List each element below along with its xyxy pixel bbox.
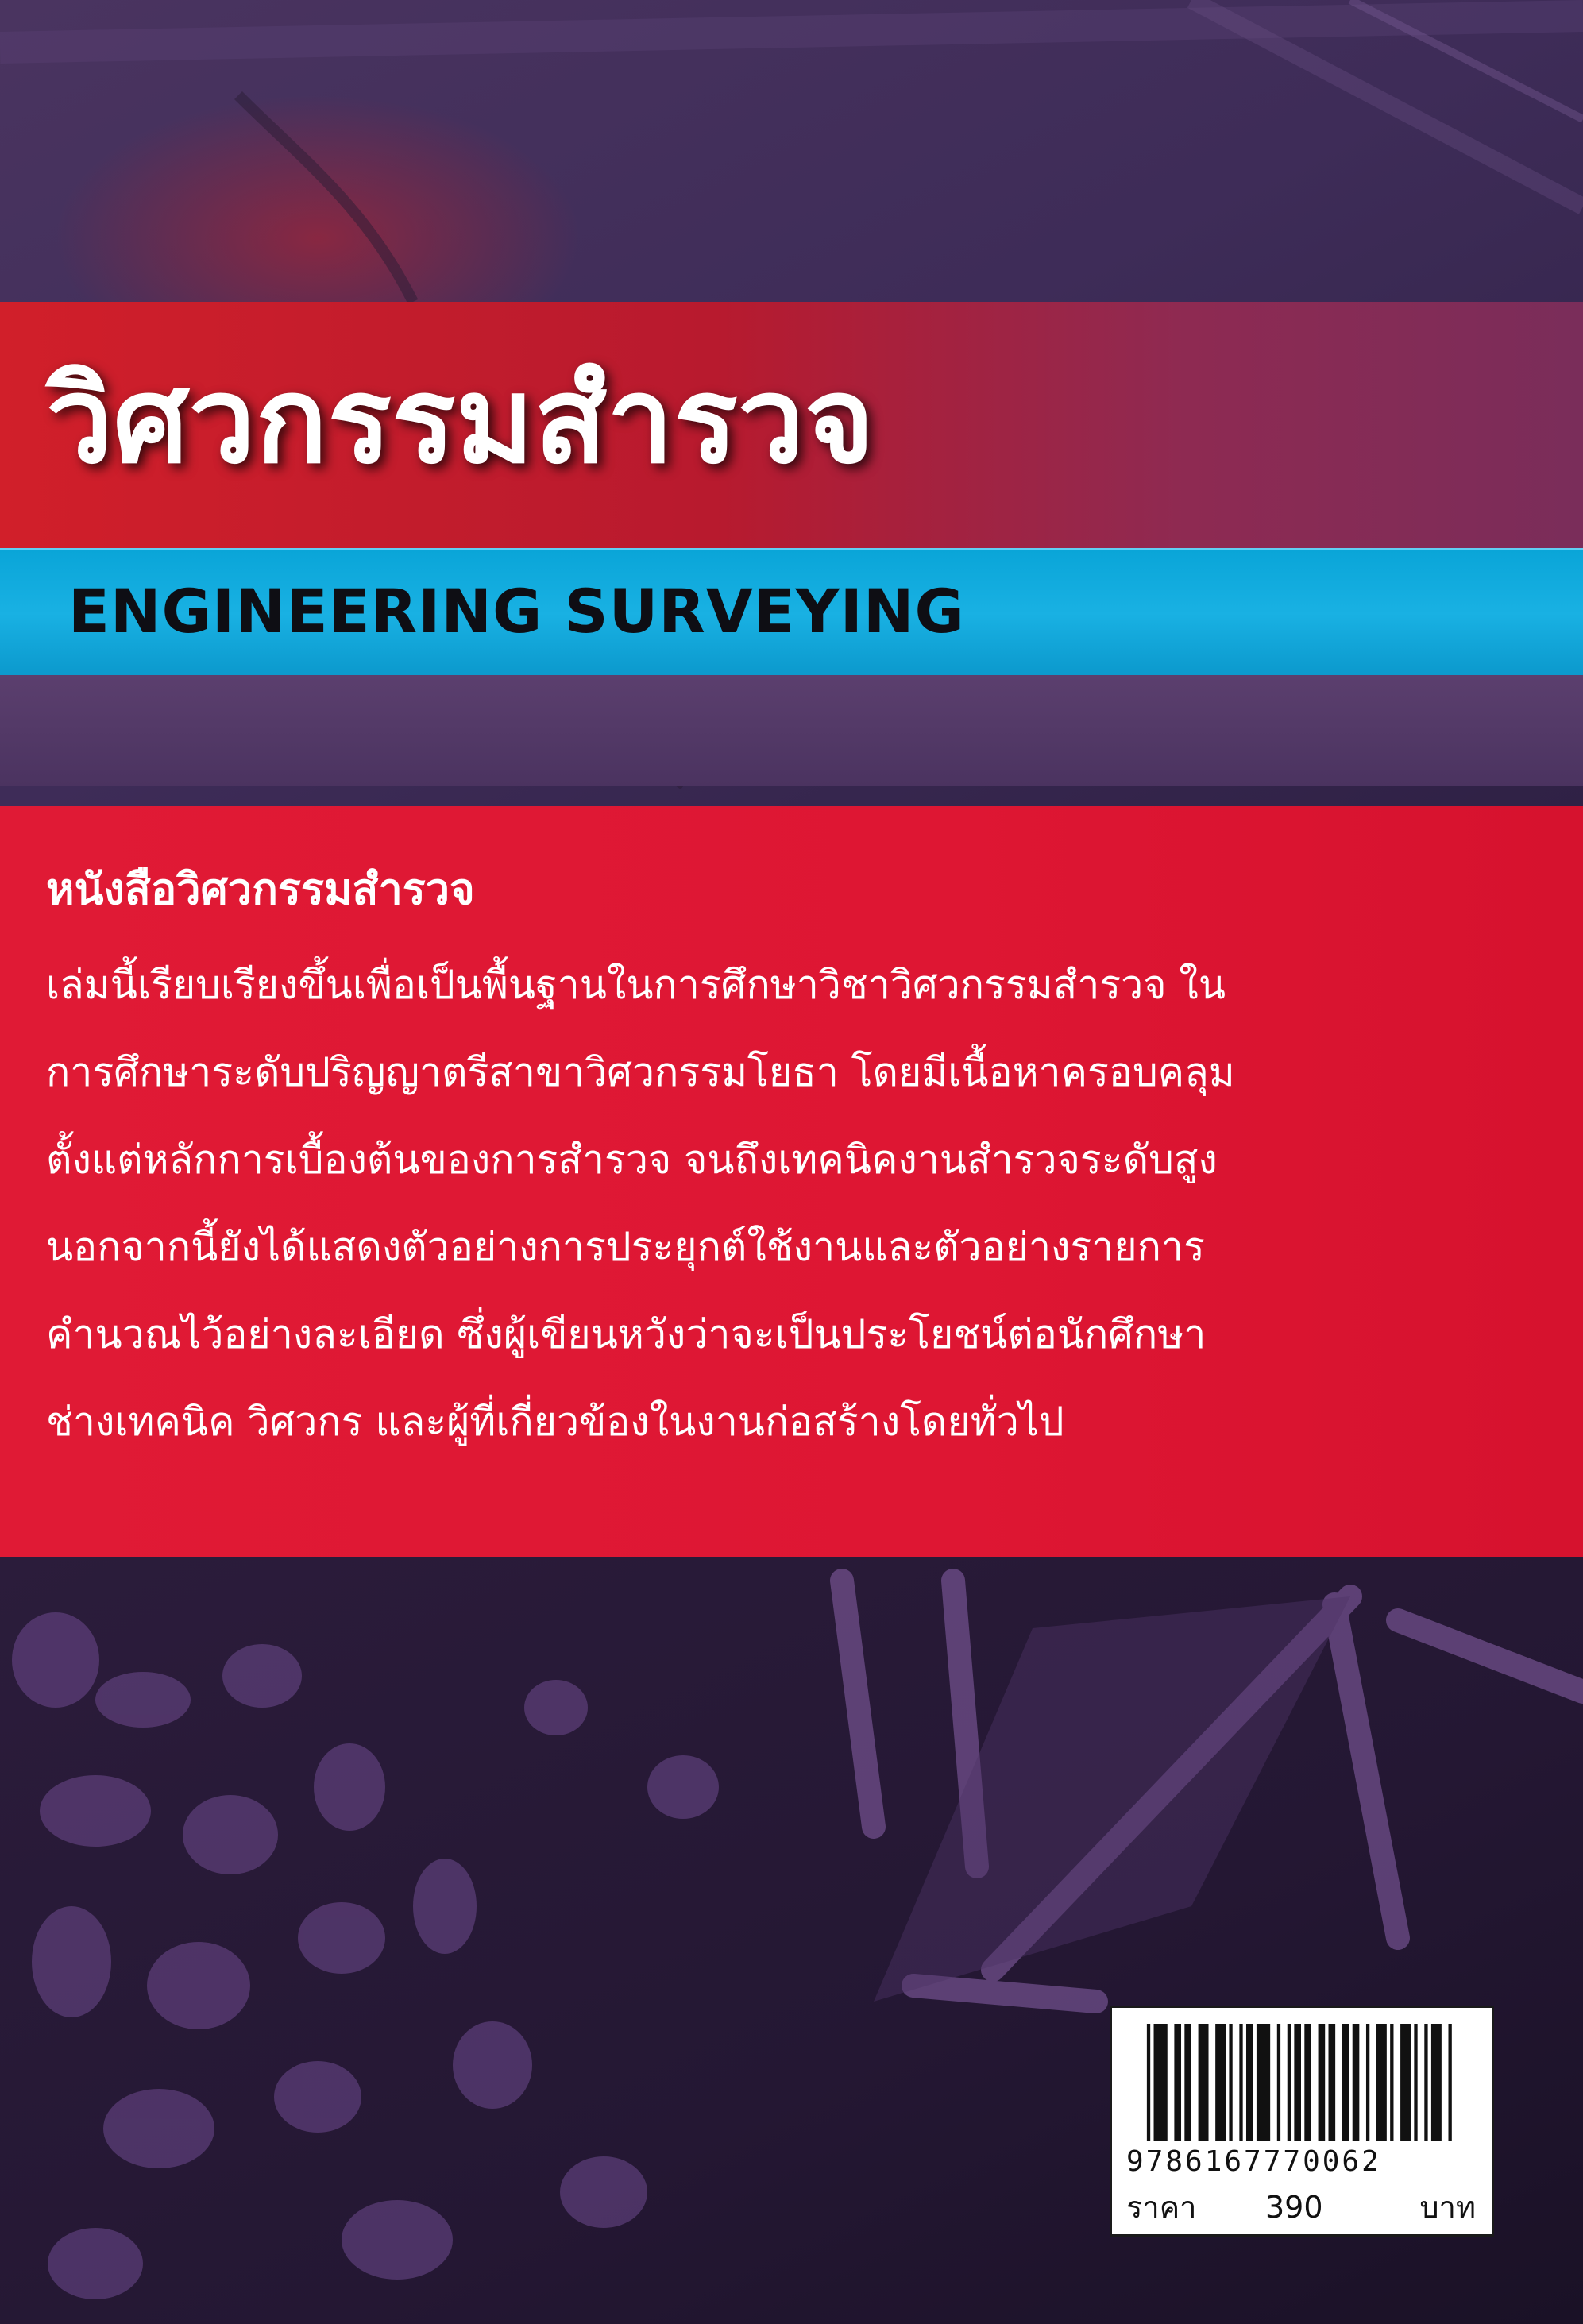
barcode-bar (1400, 2024, 1411, 2141)
cover-title-english: ENGINEERING SURVEYING (68, 576, 965, 647)
barcode-bar (1319, 2024, 1326, 2141)
blurb-heading: หนังสือวิศวกรรมสำรวจ (46, 864, 475, 914)
price-unit: บาท (1419, 2190, 1476, 2225)
barcode-bar (1304, 2024, 1311, 2141)
barcode-label (1110, 2006, 1494, 2237)
price-value: 390 (1265, 2190, 1323, 2225)
blurb-line: ช่างเทคนิค วิศวกร และผู้ที่เกี่ยวข้องในงานก่อสร้างโดยทั่วไป (46, 1399, 1064, 1445)
barcode-bar (1288, 2024, 1291, 2141)
barcode-bar (1329, 2024, 1336, 2141)
blurb-line: นอกจากนี้ยังได้แสดงตัวอย่างการประยุกต์ใช้งานและตัวอย่างรายการ (46, 1224, 1205, 1270)
barcode-bar (1366, 2024, 1369, 2141)
barcode-bar (1277, 2024, 1280, 2141)
divider-band (0, 675, 1583, 786)
barcode-bar (1342, 2024, 1349, 2141)
barcode-bar (1353, 2024, 1360, 2141)
barcode-bar (1215, 2024, 1226, 2141)
barcode-bar (1147, 2024, 1150, 2141)
barcode-bar (1376, 2024, 1387, 2141)
barcode-bar (1199, 2024, 1209, 2141)
barcode-bar (1246, 2024, 1253, 2141)
cover-title-thai: วิศวกรรมสำรวจ (46, 352, 875, 490)
barcode-bar (1184, 2024, 1191, 2141)
barcode-bar (1424, 2024, 1427, 2141)
barcode-graphic (1126, 2024, 1476, 2141)
barcode-bar (1390, 2024, 1393, 2141)
barcode-bar (1294, 2024, 1301, 2141)
barcode-bar (1431, 2024, 1442, 2141)
barcode-bar (1174, 2024, 1181, 2141)
blurb-line: เล่มนี้เรียบเรียงขึ้นเพื่อเป็นพื้นฐานในการศึกษาวิชาวิศวกรรมสำรวจ ใน (46, 962, 1226, 1008)
barcode-bar (1154, 2024, 1168, 2141)
price-row (1126, 2187, 1476, 2227)
isbn-number: 9786167770062 (1126, 2145, 1381, 2178)
barcode-bar (1229, 2024, 1232, 2141)
barcode-bar (1239, 2024, 1242, 2141)
blurb-line: การศึกษาระดับปริญญาตรีสาขาวิศวกรรมโยธา โดยมีเนื้อหาครอบคลุม (46, 1049, 1235, 1095)
blurb-line: คำนวณไว้อย่างละเอียด ซึ่งผู้เขียนหวังว่าจะเป็นประโยชน์ต่อนักศึกษา (46, 1311, 1207, 1357)
barcode-bar (1414, 2024, 1417, 2141)
barcode-bar (1257, 2024, 1270, 2141)
barcode-bar (1448, 2024, 1451, 2141)
price-label: ราคา (1126, 2190, 1197, 2225)
blurb-line: ตั้งแต่หลักการเบื้องต้นของการสำรวจ จนถึงเทคนิคงานสำรวจระดับสูง (46, 1137, 1218, 1183)
